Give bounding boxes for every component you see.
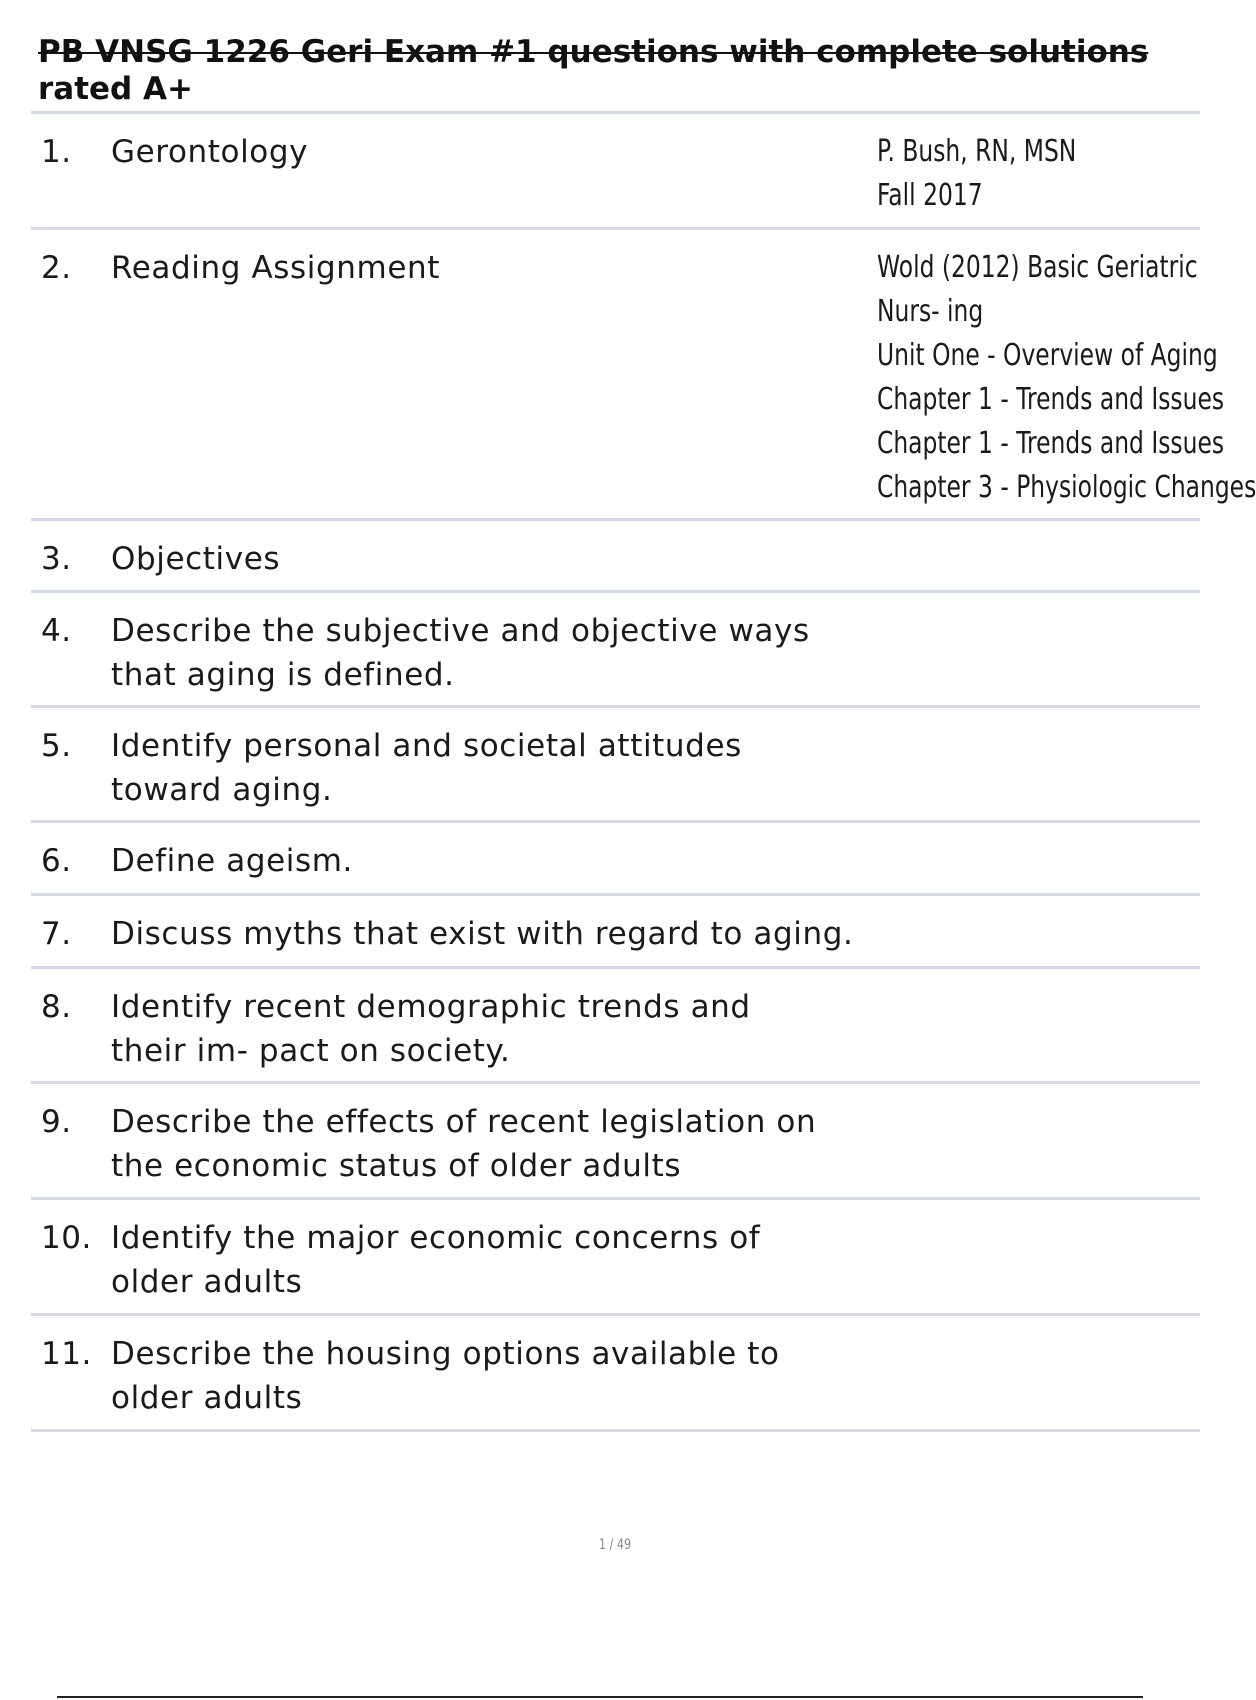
question-text: Discuss myths that exist with regard to aging. bbox=[111, 916, 854, 952]
question-text: Identify recent demographic trends and their im- pact on society. bbox=[111, 989, 751, 1069]
answer-text bbox=[877, 246, 1256, 510]
qa-table bbox=[31, 111, 1256, 1432]
answer-line: P. Bush, RN, MSN bbox=[877, 134, 1077, 169]
page-number: 1 / 49 bbox=[598, 1537, 632, 1553]
question-number: 2. bbox=[41, 250, 72, 286]
qa-row bbox=[31, 708, 1200, 823]
answer-text bbox=[877, 130, 1076, 218]
qa-row bbox=[31, 593, 1200, 708]
qa-row bbox=[31, 1200, 1200, 1316]
question-number: 10. bbox=[41, 1220, 92, 1256]
question-text: Describe the subjective and objective ways that aging is defined. bbox=[111, 613, 810, 693]
question-number: 8. bbox=[41, 989, 72, 1025]
question-number: 4. bbox=[41, 613, 72, 649]
question-text: Describe the housing options available to older adults bbox=[111, 1336, 780, 1416]
answer-line: Chapter 1 - Trends and Issues bbox=[877, 382, 1225, 417]
title-line-2: rated A+ bbox=[38, 71, 193, 107]
question-number: 5. bbox=[41, 728, 72, 764]
answer-line: Fall 2017 bbox=[877, 178, 983, 213]
question-number: 6. bbox=[41, 843, 72, 879]
question-number: 11. bbox=[41, 1336, 92, 1372]
question-number: 9. bbox=[41, 1104, 72, 1140]
qa-row bbox=[31, 823, 1200, 896]
question-number: 1. bbox=[41, 134, 72, 170]
question-text: Objectives bbox=[111, 541, 281, 577]
question-number: 7. bbox=[41, 916, 72, 952]
footer-divider bbox=[57, 1696, 1143, 1698]
question-text: Describe the effects of recent legislation on the economic status of older adults bbox=[111, 1104, 817, 1184]
answer-line: Chapter 3 - Physiologic Changes bbox=[877, 470, 1256, 505]
title-line-1: PB VNSG 1226 Geri Exam #1 questions with complete solutions bbox=[38, 34, 1149, 70]
answer-line: Nurs- ing bbox=[877, 294, 984, 329]
question-text: Reading Assignment bbox=[111, 250, 441, 286]
question-text: Identify the major economic concerns of older adults bbox=[111, 1220, 761, 1300]
answer-line: Chapter 1 - Trends and Issues bbox=[877, 426, 1225, 461]
qa-row bbox=[31, 896, 1200, 969]
question-text: Define ageism. bbox=[111, 843, 354, 879]
qa-row bbox=[31, 521, 1200, 593]
question-text: Identify personal and societal attitudes toward aging. bbox=[111, 728, 742, 808]
question-number: 3. bbox=[41, 541, 72, 577]
qa-row bbox=[31, 1316, 1200, 1432]
answer-line: Wold (2012) Basic Geriatric bbox=[877, 250, 1198, 285]
qa-row bbox=[31, 114, 1200, 230]
answer-area bbox=[877, 114, 1200, 227]
page-title bbox=[38, 34, 1178, 108]
qa-row bbox=[31, 230, 1256, 521]
qa-row bbox=[31, 969, 1200, 1084]
answer-line: Unit One - Overview of Aging bbox=[877, 338, 1218, 373]
qa-row bbox=[31, 1084, 1200, 1200]
answer-area bbox=[877, 230, 1256, 518]
question-text: Gerontology bbox=[111, 134, 309, 170]
